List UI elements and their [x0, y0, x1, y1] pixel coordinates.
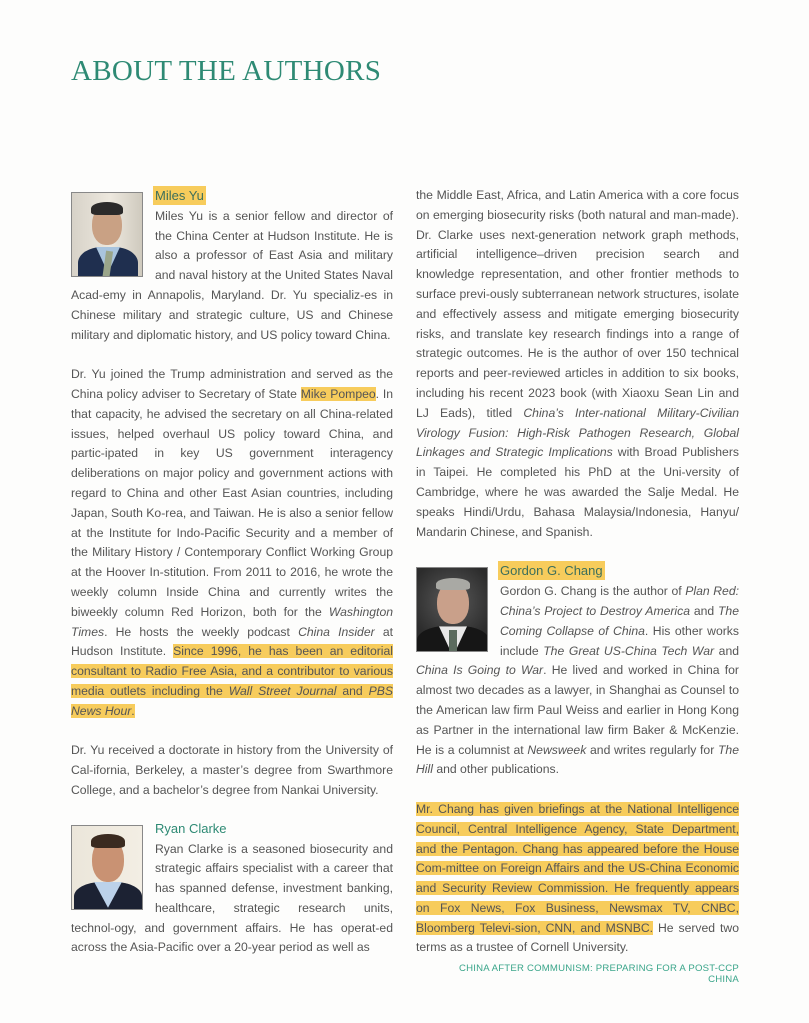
gordon-chang-bio-intro: Gordon G. Chang is the author of Plan Red: China’s Project to Destroy America and The Coming Collapse of China. His other works include The Great US-China Tech War and China Is Going to War. He lived and worked in China for almost two decades as a lawyer, in Shanghai as Counsel to the American law firm Paul Weiss and earlier in Hong Kong as Partner in the international law firm Baker & McKenzie. He is a columnist at Newsweek and writes regularly for The Hill and other publications.: [416, 584, 739, 777]
author-name-miles-yu: Miles Yu: [155, 188, 204, 203]
portrait-miles-yu-icon: [71, 192, 143, 277]
highlight-briefings: Mr. Chang has given briefings at the National Intelligence Council, Central Intelligence Agency, State Department, and the Pentagon. Chang has appeared before the House Com-mittee on Foreign Affairs and the US-China Economic and Security Review Commission. He frequently appears on Fox News, Fox Business, Newsmax TV, CNBC, Bloomberg Televi-sion, CNN, and MSNBC.: [416, 801, 739, 935]
right-column: [416, 186, 739, 958]
running-footer: CHINA AFTER COMMUNISM: PREPARING FOR A POST-CCP CHINA: [458, 963, 739, 985]
author-name-gordon-chang: Gordon G. Chang: [500, 563, 603, 579]
page-title: ABOUT THE AUTHORS: [71, 55, 382, 87]
miles-yu-bio-education: Dr. Yu received a doctorate in history from the University of Cal-ifornia, Berkeley, a master’s degree from Swarthmore College, and a bachelor’s degree from Nankai University.: [71, 743, 393, 797]
portrait-ryan-clarke-icon: [71, 825, 143, 910]
portrait-gordon-chang-icon: [416, 567, 488, 652]
miles-yu-bio-intro: Miles Yu is a senior fellow and director of the China Center at Hudson Institute. He is also a professor of East Asia and military and naval history at the United States Naval Acad-emy in Annapolis, Maryland. Dr. Yu specializ-es in Chinese military and strategic culture, US and Chinese military and diplomatic history, and US policy toward China.: [71, 208, 393, 342]
left-column: [71, 186, 393, 958]
ryan-clarke-bio-part1: Ryan Clarke is a seasoned biosecurity and strategic affairs specialist with a career that has spanned defense, investment banking, healthcare, strategic research units, technol-ogy, and government affairs. He has operat-ed across the Asia-Pacific over a 20-year period as well as: [71, 841, 393, 955]
highlight-media-roles: Since 1996, he has been an editorial consultant to Radio Free Asia, and a contributor to various media outlets including the Wall Street Journal and PBS News Hour.: [71, 644, 393, 718]
author-name-ryan-clarke: Ryan Clarke: [155, 820, 227, 836]
miles-yu-bio-career: Dr. Yu joined the Trump administration and served as the China policy adviser to Secretary of State Mike Pompeo. In that capacity, he advised the secretary on all China-related issues, helped overhaul US policy toward China, and partic-ipated in key US government interagency deliberations on major policy and government actions with regard to China and other East Asian countries, including Japan, South Ko-rea, and Taiwan. He is also a senior fellow at the Institute for Indo-Pacific Security and a member of the Military History / Contemporary Conflict Working Group at the Hoover In-stitution. From 2011 to 2016, he wrote the weekly column Inside China and currently writes the biweekly column Red Horizon, both for the Washington Times. He hosts the weekly podcast China Insider at Hudson Institute. Since 1996, he has been an editorial consultant to Radio Free Asia, and a contributor to various media outlets including the Wall Street Journal and PBS News Hour.: [71, 367, 394, 718]
highlight-mike-pompeo: Mike Pompeo: [300, 386, 376, 401]
gordon-chang-bio-briefings: Mr. Chang has given briefings at the National Intelligence Council, Central Intelligence Agency, State Department, and the Pentagon. Chang has appeared before the House Com-mittee on Foreign Affairs and the US-China Economic and Security Review Commission. He frequently appears on Fox News, Fox Business, Newsmax TV, CNBC, Bloomberg Televi-sion, CNN, and MSNBC. He served two terms as a trustee of Cornell University.: [416, 801, 739, 955]
ryan-clarke-bio-part2: the Middle East, Africa, and Latin America with a core focus on emerging biosecurity risks (both natural and man-made). Dr. Clarke uses next-generation network graph methods, artificial intelligence–driven precision search and knowledge representation, and other frontier methods to surface previ-ously subterranean network structures, isolate and effectively assess and mitigate emerging biosecurity risks, and translate key research findings into a range of strategic outcomes. He is the author of over 150 technical reports and peer-reviewed articles in addition to six books, including his recent 2023 book (with Xiaoxu Sean Lin and LJ Eads), titled China’s Inter-national Military-Civilian Virology Fusion: High-Risk Pathogen Research, Global Linkages and Strategic Implications with Broad Publishers in Taipei. He completed his PhD at the Uni-versity of Cambridge, where he was awarded the Salje Medal. He speaks Hindi/Urdu, Bahasa Malaysia/Indonesia, Hanyu/ Mandarin Chinese, and Spanish.: [416, 188, 740, 539]
